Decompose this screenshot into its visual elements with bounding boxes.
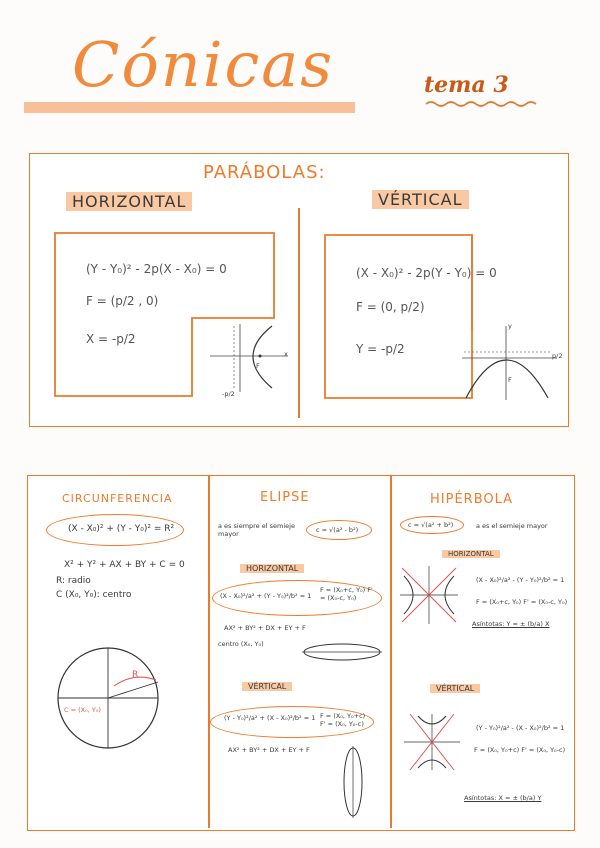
horizontal-directrix: X = -p/2 <box>86 332 136 346</box>
hiperbola-v-foci: F = (X₀, Y₀+c) F' = (X₀, Y₀-c) <box>474 746 566 754</box>
circle-equation: (X - X₀)² + (Y - Y₀)² = R² <box>68 524 175 534</box>
hiperbola-c-formula: c = √(a² + b²) <box>408 521 454 529</box>
vertical-label: VÉRTICAL <box>372 190 469 209</box>
title-underline <box>24 102 355 113</box>
vertical-directrix: Y = -p/2 <box>356 342 405 356</box>
vertical-ellipse-diagram <box>338 742 368 822</box>
topic-label: tema 3 <box>424 72 509 98</box>
horizontal-equation: (Y - Y₀)² - 2p(X - X₀) = 0 <box>86 262 227 276</box>
radius-label: R <box>132 670 139 680</box>
horizontal-ellipse-diagram <box>300 640 384 664</box>
hiperbola-v-equation: (Y - Y₀)²/a² - (X - X₀)²/b² = 1 <box>476 724 565 732</box>
hiperbola-h-foci: F = (X₀+c, Y₀) F' = (X₀-c, Y₀) <box>476 598 568 606</box>
elipse-v-foci: F = (X₀, Y₀+c) F' = (X₀, Y₀-c) <box>320 712 366 728</box>
wavy-underline <box>424 100 544 108</box>
elipse-v-equation: (Y - Y₀)²/a² + (X - X₀)²/b² = 1 <box>224 714 316 722</box>
parabolas-panel <box>29 153 569 427</box>
radius-note: R: radio <box>56 576 91 586</box>
elipse-c-formula: c = √(a² - b²) <box>316 526 359 534</box>
elipse-center: centro (X₀, Y₀) <box>218 640 264 648</box>
circle-expanded: X² + Y² + AX + BY + C = 0 <box>64 560 185 570</box>
x-axis-label: x <box>284 350 288 358</box>
vertical-hyperbola-diagram <box>402 712 462 772</box>
vertical-directrix-label: p/2 <box>552 352 563 360</box>
parabolas-title: PARÁBOLAS: <box>203 162 326 183</box>
vertical-equation: (X - X₀)² - 2p(Y - Y₀) = 0 <box>356 266 497 280</box>
horizontal-hyperbola-diagram <box>398 564 460 626</box>
elipse-title: ELIPSE <box>260 490 310 505</box>
elipse-note: a es siempre el semieje mayor <box>218 522 295 538</box>
conics-panel <box>27 475 575 831</box>
hiperbola-v-asymptotes: Asíntotas: X = ± (b/a) Y <box>464 794 542 802</box>
elipse-h-equation: (X - X₀)²/a² + (Y - Y₀)²/b² = 1 <box>220 592 312 600</box>
divider-right <box>390 476 392 828</box>
hiperbola-h-asymptotes: Asíntotas: Y = ± (b/a) X <box>472 620 550 628</box>
page-title: Cónicas <box>72 28 335 101</box>
elipse-h-expanded: AX² + BY² + DX + EY + F <box>224 624 306 632</box>
elipse-v-expanded: AX² + BY² + DX + EY + F <box>228 746 310 754</box>
hiperbola-horizontal-label: HORIZONTAL <box>442 550 500 558</box>
hiperbola-title: HIPÉRBOLA <box>430 492 514 507</box>
panel-divider <box>298 208 300 418</box>
circle-diagram <box>54 636 184 766</box>
vertical-focus-label: F <box>508 376 512 384</box>
y-axis-label: y <box>508 322 512 330</box>
vertical-parabola-graph <box>460 324 563 404</box>
elipse-horizontal-label: HORIZONTAL <box>240 564 304 573</box>
divider-left <box>208 476 210 828</box>
horizontal-focus: F = (p/2 , 0) <box>86 294 159 308</box>
hiperbola-vertical-label: VÉRTICAL <box>430 684 480 693</box>
vertical-frame <box>324 234 474 400</box>
directrix-label: -p/2 <box>222 390 235 398</box>
vertical-focus: F = (0, p/2) <box>356 300 425 314</box>
elipse-h-foci: F = (X₀+c, Y₀) F' = (X₀-c, Y₀) <box>320 586 373 602</box>
horizontal-label: HORIZONTAL <box>66 192 192 211</box>
elipse-vertical-label: VÉRTICAL <box>242 682 292 691</box>
hiperbola-h-equation: (X - X₀)²/a² - (Y - Y₀)²/b² = 1 <box>476 576 565 584</box>
focus-label: F <box>256 362 260 370</box>
center-label: C = (X₀, Y₀) <box>64 706 101 714</box>
circunferencia-title: CIRCUNFERENCIA <box>62 492 173 505</box>
center-note: C (X₀, Y₀): centro <box>56 590 132 600</box>
hiperbola-note: a es el semieje mayor <box>476 522 548 530</box>
